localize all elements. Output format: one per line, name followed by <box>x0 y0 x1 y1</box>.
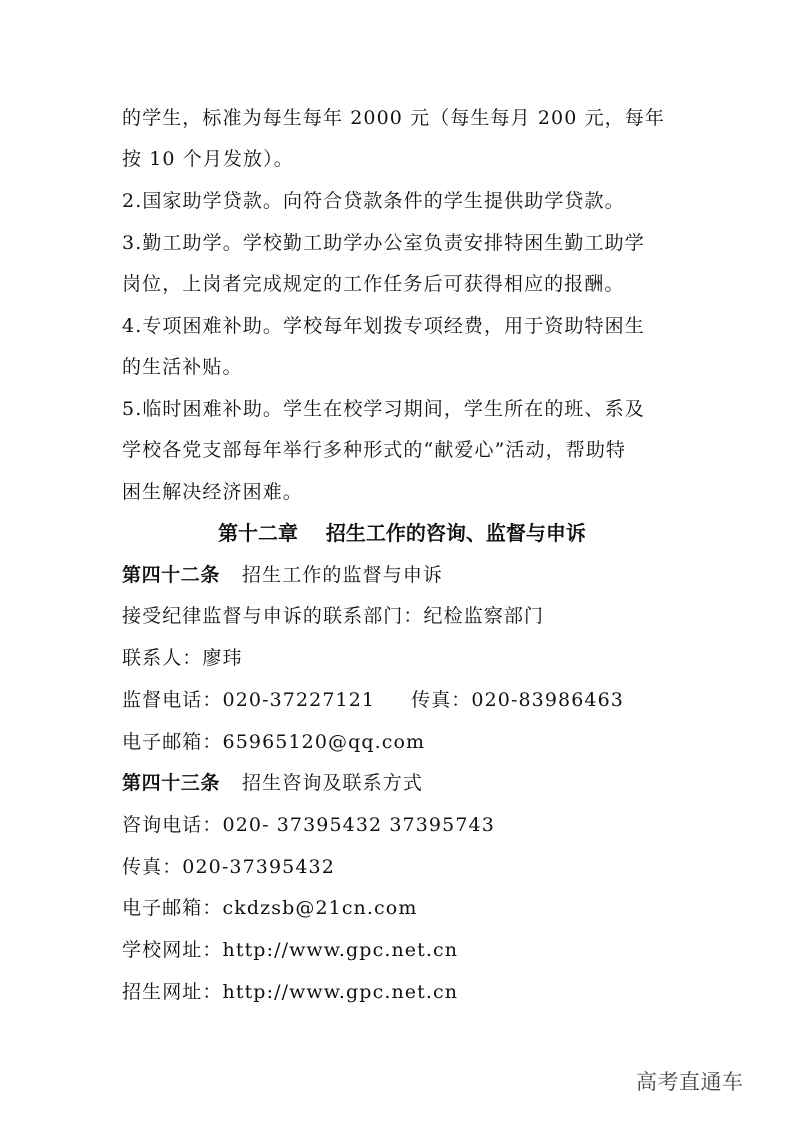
paragraph-4-line-2: 的生活补贴。 <box>122 356 243 378</box>
article-43-label: 第四十三条 <box>122 772 221 794</box>
paragraph-1-line-2: 按 10 个月发放）。 <box>122 148 294 170</box>
chapter-title: 第十二章 招生工作的咨询、监督与申诉 <box>218 521 586 545</box>
article-43-admission-website: 招生网址：http://www.gpc.net.cn <box>122 981 459 1003</box>
article-42-contact: 联系人：廖玮 <box>122 647 243 669</box>
article-43-school-website: 学校网址：http://www.gpc.net.cn <box>122 939 459 961</box>
article-43-title: 招生咨询及联系方式 <box>242 772 423 794</box>
article-42-title: 招生工作的监督与申诉 <box>242 564 444 586</box>
article-42-heading <box>122 563 682 587</box>
paragraph-4-line-1: 4.专项困难补助。学校每年划拨专项经费，用于资助特困生 <box>122 315 645 337</box>
watermark: 高考直通车 <box>636 1070 744 1094</box>
article-43-email: 电子邮箱：ckdzsb@21cn.com <box>122 897 418 919</box>
paragraph-5-line-1: 5.临时困难补助。学生在校学习期间，学生所在的班、系及 <box>122 398 645 420</box>
article-42-fax: 传真：020-83986463 <box>411 689 624 711</box>
article-42-phone: 监督电话：020-37227121 <box>122 689 376 711</box>
paragraph-1-line-1: 的学生，标准为每生每年 2000 元（每生每月 200 元，每年 <box>122 107 665 129</box>
paragraph-3-line-2: 岗位，上岗者完成规定的工作任务后可获得相应的报酬。 <box>122 273 625 295</box>
article-42-email: 电子邮箱：65965120@qq.com <box>122 731 426 753</box>
paragraph-5-line-2: 学校各党支部每年举行多种形式的“献爱心”活动，帮助特 <box>122 439 627 461</box>
paragraph-5-line-3: 困生解决经济困难。 <box>122 481 303 503</box>
article-42-phone-fax <box>122 688 682 712</box>
paragraph-3-line-1: 3.勤工助学。学校勤工助学办公室负责安排特困生勤工助学 <box>122 232 645 254</box>
paragraph-2-line-1: 2.国家助学贷款。向符合贷款条件的学生提供助学贷款。 <box>122 190 625 212</box>
article-43-fax: 传真：020-37395432 <box>122 856 335 878</box>
article-42-label: 第四十二条 <box>122 564 221 586</box>
article-42-department: 接受纪律监督与申诉的联系部门：纪检监察部门 <box>122 605 545 627</box>
article-43-heading <box>122 771 682 795</box>
article-43-phone: 咨询电话：020- 37395432 37395743 <box>122 814 495 836</box>
